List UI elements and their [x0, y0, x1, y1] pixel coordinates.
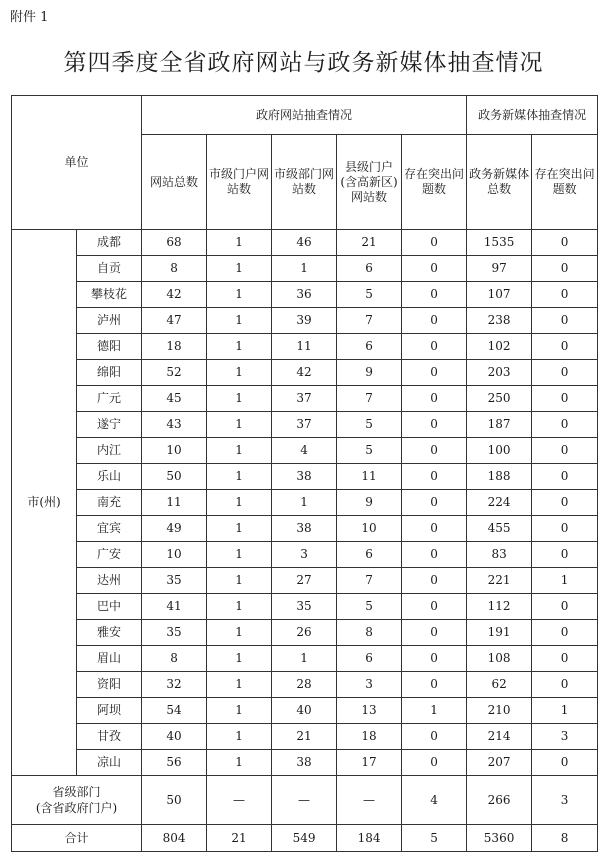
city-name-cell: 内江: [77, 438, 142, 464]
value-cell: 97: [467, 256, 532, 282]
total-value-cell: 8: [532, 825, 598, 852]
value-cell: 238: [467, 308, 532, 334]
value-cell: 1: [272, 256, 337, 282]
value-cell: 0: [532, 464, 598, 490]
value-cell: 6: [337, 646, 402, 672]
value-cell: 0: [532, 516, 598, 542]
value-cell: 45: [142, 386, 207, 412]
city-name-cell: 甘孜: [77, 724, 142, 750]
value-cell: 1: [532, 698, 598, 724]
value-cell: 1: [207, 750, 272, 776]
value-cell: 0: [402, 230, 467, 256]
city-name-cell: 自贡: [77, 256, 142, 282]
value-cell: 56: [142, 750, 207, 776]
value-cell: 0: [532, 334, 598, 360]
value-cell: 1: [207, 230, 272, 256]
value-cell: 35: [272, 594, 337, 620]
value-cell: 1: [207, 594, 272, 620]
value-cell: 0: [402, 646, 467, 672]
value-cell: 0: [402, 386, 467, 412]
value-cell: 0: [532, 646, 598, 672]
value-cell: 108: [467, 646, 532, 672]
city-name-cell: 广元: [77, 386, 142, 412]
value-cell: 0: [402, 256, 467, 282]
value-cell: 224: [467, 490, 532, 516]
value-cell: 0: [532, 386, 598, 412]
value-cell: 46: [272, 230, 337, 256]
value-cell: 0: [532, 750, 598, 776]
total-value-cell: 804: [142, 825, 207, 852]
province-name-line1: 省级部门: [52, 785, 101, 799]
value-cell: —: [337, 776, 402, 825]
table-row: [12, 646, 598, 672]
value-cell: 0: [532, 308, 598, 334]
value-cell: 54: [142, 698, 207, 724]
value-cell: 26: [272, 620, 337, 646]
value-cell: —: [207, 776, 272, 825]
table-row: [12, 412, 598, 438]
value-cell: 1: [207, 724, 272, 750]
table-row: [12, 438, 598, 464]
value-cell: 35: [142, 620, 207, 646]
col-header-total-sites: 网站总数: [142, 135, 207, 230]
value-cell: 0: [532, 282, 598, 308]
value-cell: 1: [272, 490, 337, 516]
value-cell: 0: [402, 620, 467, 646]
value-cell: 37: [272, 412, 337, 438]
value-cell: 1: [207, 308, 272, 334]
value-cell: 10: [142, 542, 207, 568]
value-cell: 28: [272, 672, 337, 698]
value-cell: 0: [532, 360, 598, 386]
value-cell: 10: [337, 516, 402, 542]
value-cell: 3: [337, 672, 402, 698]
value-cell: 0: [402, 308, 467, 334]
value-cell: 1: [207, 646, 272, 672]
value-cell: 0: [402, 542, 467, 568]
value-cell: 214: [467, 724, 532, 750]
city-name-cell: 乐山: [77, 464, 142, 490]
value-cell: 0: [532, 230, 598, 256]
value-cell: 107: [467, 282, 532, 308]
value-cell: 1: [207, 698, 272, 724]
value-cell: 17: [337, 750, 402, 776]
value-cell: 1: [207, 412, 272, 438]
province-name-line2: (含省政府门户): [35, 801, 118, 815]
value-cell: 191: [467, 620, 532, 646]
city-name-cell: 绵阳: [77, 360, 142, 386]
value-cell: 0: [402, 412, 467, 438]
value-cell: 5: [337, 594, 402, 620]
table-row: [12, 750, 598, 776]
value-cell: 0: [402, 490, 467, 516]
col-header-site-issues: 存在突出问题数: [402, 135, 467, 230]
value-cell: 0: [532, 594, 598, 620]
city-name-cell: 资阳: [77, 672, 142, 698]
value-cell: 36: [272, 282, 337, 308]
value-cell: 210: [467, 698, 532, 724]
value-cell: 21: [337, 230, 402, 256]
value-cell: 38: [272, 464, 337, 490]
value-cell: 42: [142, 282, 207, 308]
value-cell: 0: [532, 256, 598, 282]
value-cell: 100: [467, 438, 532, 464]
value-cell: 50: [142, 464, 207, 490]
value-cell: 1: [207, 464, 272, 490]
city-name-cell: 遂宁: [77, 412, 142, 438]
value-cell: 0: [402, 594, 467, 620]
city-name-cell: 德阳: [77, 334, 142, 360]
city-name-cell: 眉山: [77, 646, 142, 672]
value-cell: 49: [142, 516, 207, 542]
total-value-cell: 5: [402, 825, 467, 852]
total-value-cell: 21: [207, 825, 272, 852]
table-row: [12, 672, 598, 698]
table-row: [12, 256, 598, 282]
city-name-cell: 南充: [77, 490, 142, 516]
value-cell: 1: [207, 386, 272, 412]
value-cell: 52: [142, 360, 207, 386]
value-cell: 32: [142, 672, 207, 698]
city-name-cell: 宜宾: [77, 516, 142, 542]
attachment-label: 附件 1: [10, 10, 49, 25]
table-row: [12, 360, 598, 386]
value-cell: 0: [402, 282, 467, 308]
col-header-media-issues: 存在突出问题数: [532, 135, 598, 230]
value-cell: 47: [142, 308, 207, 334]
value-cell: 0: [402, 516, 467, 542]
gov-sites-group-header: 政府网站抽查情况: [142, 96, 467, 135]
value-cell: 102: [467, 334, 532, 360]
city-name-cell: 广安: [77, 542, 142, 568]
value-cell: 40: [142, 724, 207, 750]
value-cell: 0: [402, 334, 467, 360]
value-cell: 3: [532, 776, 598, 825]
table-row: [12, 568, 598, 594]
value-cell: 1: [207, 256, 272, 282]
value-cell: 43: [142, 412, 207, 438]
value-cell: 39: [272, 308, 337, 334]
value-cell: 1: [207, 360, 272, 386]
value-cell: 8: [337, 620, 402, 646]
unit-header: 单位: [12, 96, 142, 230]
total-value-cell: 184: [337, 825, 402, 852]
value-cell: 18: [337, 724, 402, 750]
value-cell: 1: [207, 516, 272, 542]
value-cell: 1: [207, 490, 272, 516]
value-cell: 9: [337, 490, 402, 516]
value-cell: 68: [142, 230, 207, 256]
table-row: [12, 334, 598, 360]
city-name-cell: 泸州: [77, 308, 142, 334]
table-row: [12, 308, 598, 334]
value-cell: 4: [402, 776, 467, 825]
total-label-cell: 合计: [12, 825, 142, 852]
value-cell: 37: [272, 386, 337, 412]
value-cell: 40: [272, 698, 337, 724]
value-cell: 83: [467, 542, 532, 568]
value-cell: 0: [402, 672, 467, 698]
value-cell: 207: [467, 750, 532, 776]
value-cell: 7: [337, 386, 402, 412]
value-cell: 50: [142, 776, 207, 825]
col-header-city-portal: 市级门户网站数: [207, 135, 272, 230]
value-cell: 221: [467, 568, 532, 594]
value-cell: 42: [272, 360, 337, 386]
value-cell: 11: [272, 334, 337, 360]
city-name-cell: 凉山: [77, 750, 142, 776]
total-value-cell: 5360: [467, 825, 532, 852]
value-cell: 9: [337, 360, 402, 386]
value-cell: 38: [272, 750, 337, 776]
value-cell: 250: [467, 386, 532, 412]
city-name-cell: 雅安: [77, 620, 142, 646]
value-cell: 1: [207, 568, 272, 594]
province-row: [12, 776, 598, 825]
total-value-cell: 549: [272, 825, 337, 852]
table-row: [12, 620, 598, 646]
value-cell: 6: [337, 334, 402, 360]
value-cell: 6: [337, 542, 402, 568]
value-cell: 6: [337, 256, 402, 282]
value-cell: 0: [402, 724, 467, 750]
value-cell: 1535: [467, 230, 532, 256]
value-cell: 1: [207, 620, 272, 646]
value-cell: 1: [207, 672, 272, 698]
value-cell: 1: [207, 438, 272, 464]
col-header-new-media-total: 政务新媒体总数: [467, 135, 532, 230]
header-row-groups: [12, 96, 598, 135]
value-cell: 5: [337, 282, 402, 308]
city-name-cell: 阿坝: [77, 698, 142, 724]
inspection-table: [11, 95, 598, 852]
value-cell: 18: [142, 334, 207, 360]
value-cell: 0: [402, 360, 467, 386]
value-cell: 62: [467, 672, 532, 698]
value-cell: 266: [467, 776, 532, 825]
value-cell: 0: [532, 412, 598, 438]
col-header-county-portal: 县级门户(含高新区)网站数: [337, 135, 402, 230]
table-row: [12, 282, 598, 308]
value-cell: 0: [402, 568, 467, 594]
table-row: [12, 594, 598, 620]
value-cell: 35: [142, 568, 207, 594]
value-cell: 187: [467, 412, 532, 438]
table-row: [12, 230, 598, 256]
value-cell: 0: [532, 672, 598, 698]
value-cell: 13: [337, 698, 402, 724]
new-media-group-header: 政务新媒体抽查情况: [467, 96, 598, 135]
table-row: [12, 490, 598, 516]
value-cell: 0: [402, 438, 467, 464]
value-cell: 1: [402, 698, 467, 724]
value-cell: 5: [337, 438, 402, 464]
city-name-cell: 成都: [77, 230, 142, 256]
value-cell: 188: [467, 464, 532, 490]
value-cell: 0: [532, 490, 598, 516]
city-group-label: 市(州): [12, 230, 77, 776]
table-row: [12, 724, 598, 750]
table-row: [12, 386, 598, 412]
value-cell: 1: [532, 568, 598, 594]
value-cell: 21: [272, 724, 337, 750]
city-name-cell: 攀枝花: [77, 282, 142, 308]
value-cell: —: [272, 776, 337, 825]
city-name-cell: 达州: [77, 568, 142, 594]
value-cell: 1: [272, 646, 337, 672]
value-cell: 0: [532, 542, 598, 568]
value-cell: 11: [337, 464, 402, 490]
value-cell: 0: [532, 438, 598, 464]
document-title: 第四季度全省政府网站与政务新媒体抽查情况: [63, 50, 544, 76]
value-cell: 112: [467, 594, 532, 620]
value-cell: 27: [272, 568, 337, 594]
value-cell: 7: [337, 308, 402, 334]
value-cell: 10: [142, 438, 207, 464]
value-cell: 7: [337, 568, 402, 594]
table-row: [12, 516, 598, 542]
value-cell: 0: [532, 620, 598, 646]
total-row: [12, 825, 598, 852]
value-cell: 4: [272, 438, 337, 464]
table-row: [12, 464, 598, 490]
value-cell: 5: [337, 412, 402, 438]
value-cell: 1: [207, 542, 272, 568]
value-cell: 1: [207, 282, 272, 308]
table-row: [12, 698, 598, 724]
value-cell: 203: [467, 360, 532, 386]
value-cell: 8: [142, 646, 207, 672]
value-cell: 8: [142, 256, 207, 282]
value-cell: 41: [142, 594, 207, 620]
value-cell: 3: [532, 724, 598, 750]
col-header-city-dept: 市级部门网站数: [272, 135, 337, 230]
value-cell: 0: [402, 750, 467, 776]
city-name-cell: 巴中: [77, 594, 142, 620]
value-cell: 1: [207, 334, 272, 360]
value-cell: 38: [272, 516, 337, 542]
province-name-cell: [12, 776, 142, 825]
value-cell: 455: [467, 516, 532, 542]
value-cell: 0: [402, 464, 467, 490]
value-cell: 3: [272, 542, 337, 568]
value-cell: 11: [142, 490, 207, 516]
table-row: [12, 542, 598, 568]
